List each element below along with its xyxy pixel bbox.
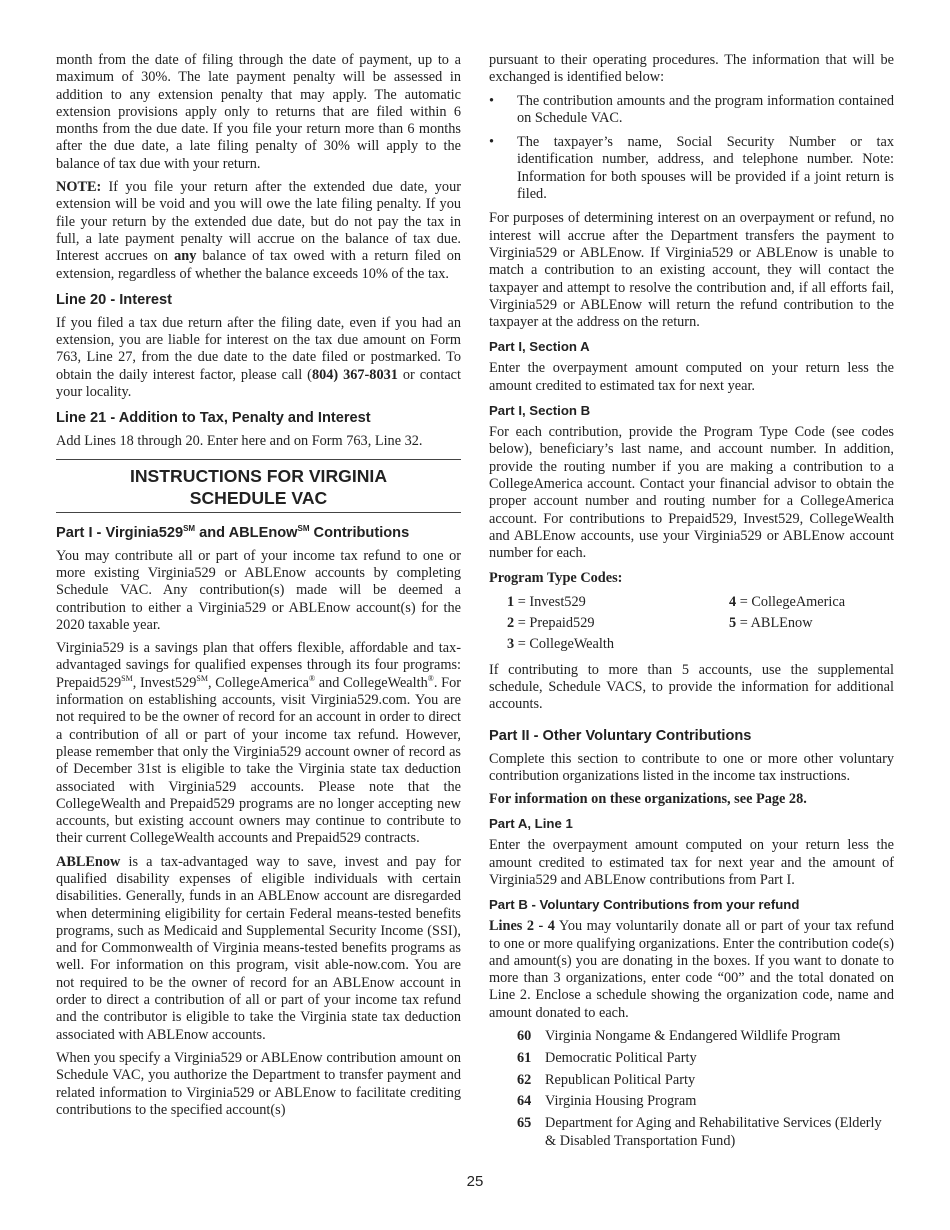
lines-2-4-paragraph: Lines 2 - 4 You may voluntarily donate all or part of your tax refund to one or more qualifying organizations. Enter the contribution code(s) and amount(s) you are donating in the boxes. If you want to donate to more than 3 organizations, enter code “00” and the total donated on Line 2. Enclose a schedule showing the organization code, name and amount donated to each. <box>489 918 894 1021</box>
note-label: NOTE: <box>56 179 102 196</box>
line21-paragraph: Add Lines 18 through 20. Enter here and on Form 763, Line 32. <box>56 433 423 450</box>
list-item: • The contribution amounts and the program information contained on Schedule VAC. <box>489 92 894 126</box>
program-code: 4 = CollegeAmerica <box>729 593 846 610</box>
part2-paragraph: Complete this section to contribute to one or more other voluntary contribution organizations listed in the income tax instructions. <box>489 750 894 784</box>
late-payment-paragraph: month from the date of filing through the date of payment, up to a maximum of 30%. The late payment penalty will be assessed in addition to any extension penalty that may apply. The automatic extension provisions apply only to returns that are filed within 6 months from the due date. If you file your return more than 6 months after the due date, a late filing penalty of 30% will apply to the balance of tax due with your return. <box>56 52 461 172</box>
list-item: 62 Republican Political Party <box>517 1071 696 1088</box>
program-code: 3 = CollegeWealth <box>507 636 614 653</box>
contribute-paragraph: You may contribute all or part of your income tax refund to one or more existing Virginia529 or ABLEnow accounts by completing Schedule VAC. Any contribution(s) made will be deemed a contribution to either a Virginia529 or ABLEnow account(s) for the 2020 taxable year. <box>56 547 461 633</box>
part1-heading: Part I - Virginia529℠ and ABLEnow℠ Contributions <box>56 523 410 541</box>
program-code: 1 = Invest529 <box>507 593 586 610</box>
bullet-icon: • <box>489 134 495 151</box>
list-item: 60 Virginia Nongame & Endangered Wildlife Program <box>517 1028 841 1045</box>
section-title: INSTRUCTIONS FOR VIRGINIA SCHEDULE VAC <box>56 459 461 513</box>
list-item: 65 Department for Aging and Rehabilitative Services (Elderly & Disabled Transportation Fund) <box>517 1115 882 1149</box>
section-b-heading: Part I, Section B <box>489 403 591 419</box>
part-a-heading: Part A, Line 1 <box>489 816 573 832</box>
line21-heading: Line 21 - Addition to Tax, Penalty and Interest <box>56 410 371 427</box>
bullet-icon: • <box>489 92 495 109</box>
left-column <box>56 52 461 1125</box>
line20-paragraph: If you filed a tax due return after the filing date, even if you had an extension, you are liable for interest on the tax due amount on Form 763, Line 27, from the due date to the date filed or postmarked. To obtain the daily interest factor, please call (804) 367-8031 or contact your locality. <box>56 314 461 401</box>
operating-procedures-paragraph: pursuant to their operating procedures. The information that will be exchanged is identified below: <box>489 52 894 86</box>
right-column <box>489 52 894 1154</box>
program-codes-heading: Program Type Codes: <box>489 570 623 587</box>
section-a-paragraph: Enter the overpayment amount computed on your return less the amount credited to estimated tax for next year. <box>489 360 894 394</box>
part2-info-paragraph: For information on these organizations, see Page 28. <box>489 791 807 808</box>
part2-heading: Part II - Other Voluntary Contributions <box>489 727 752 744</box>
part-a-paragraph: Enter the overpayment amount computed on your return less the amount credited to estimated tax for next year and the amount of Virginia529 and ABLEnow contributions from Part I. <box>489 837 894 888</box>
list-item: • The taxpayer’s name, Social Security Number or tax identification number, address, and telephone number. Note: Information for both spouses will be provided if a joint return is filed. <box>489 134 894 203</box>
list-item: 61 Democratic Political Party <box>517 1049 697 1066</box>
virginia529-paragraph: Virginia529 is a savings plan that offers flexible, affordable and tax-advantaged savings for qualified expenses through its four programs: Prepaid529℠, Invest529℠, CollegeAmerica® and CollegeWealth®. For information on establishing accounts, visit Virginia529.com. You are not required to be the owner of record for an account in order to direct a contribution of all or part of your income tax refund. However, please remember that only the Virginia529 account owner of record as of December 31st is eligible to take the Virginia state tax deduction associated with Virginia529 accounts. Please note that the CollegeWealth and Prepaid529 programs are no longer accepting new accounts, but existing account owners may continue to contribute to their current CollegeWealth accounts and Prepaid529 contracts. <box>56 640 461 847</box>
program-code: 2 = Prepaid529 <box>507 615 595 632</box>
section-b-paragraph: For each contribution, provide the Program Type Code (see codes below), beneficiary’s last name, and account number. In addition, provide the routing number if you are making a contribution to a CollegeAmerica account. Contact your financial advisor to obtain the proper account number and routing number for a CollegeAmerica account. For contributions to Prepaid529, Invest529, CollegeWealth and ABLEnow accounts, use your Virginia529 or ABLEnow account number for each. <box>489 424 894 562</box>
ablenow-paragraph: ABLEnow is a tax-advantaged way to save, invest and pay for qualified disability expenses of eligible individuals with certain disabilities. Generally, funds in an ABLEnow account are disregarded when determining eligibility for certain Federal means-tested benefits programs, such as Medicaid and Supplemental Security Income (SSI), and for Commonwealth of Virginia means-tested benefits programs as well. For information on this program, visit able-now.com. You are not required to be the owner of record for an ABLEnow account in order to direct a contribution of all or part of your income tax refund and the contributor is eligible to take the Virginia state tax deduction associated with ABLEnow accounts. <box>56 853 461 1043</box>
interest-paragraph: For purposes of determining interest on an overpayment or refund, no interest will accrue after the Department transfers the payment to Virginia529 or ABLEnow. If Virginia529 or ABLEnow is unable to match a contribution to an existing account, they will contact the taxpayer and attempt to resolve the contribution and, if all efforts fail, Virginia529 or ABLEnow will return the refund contribution to the taxpayer at the address on the return. <box>489 210 894 331</box>
part-b-heading: Part B - Voluntary Contributions from your refund <box>489 897 800 913</box>
phone-number: 804) 367-8031 <box>311 366 398 383</box>
program-codes-grid <box>507 594 894 654</box>
section-a-heading: Part I, Section A <box>489 339 590 355</box>
supplemental-paragraph: If contributing to more than 5 accounts, use the supplemental schedule, Schedule VACS, to provide the information for additional accounts. <box>489 661 894 713</box>
authorize-paragraph: When you specify a Virginia529 or ABLEnow contribution amount on Schedule VAC, you authorize the Department to transfer payment and related information to Virginia529 or ABLEnow to facilitate crediting contributions to the specified account(s) <box>56 1049 461 1118</box>
program-code: 5 = ABLEnow <box>729 615 813 632</box>
note-paragraph: NOTE: If you file your return after the extended due date, your extension will be void and you will owe the late filing penalty. If you file your return by the extended due date, but do not pay the tax in full, a late payment penalty will accrue on the balance of tax due. Interest accrues on any balance of tax owed with a return filed on extension, regardless of whether the balance exceeds 10% of the tax. <box>56 179 461 282</box>
organization-list <box>517 1028 894 1150</box>
line20-heading: Line 20 - Interest <box>56 291 172 308</box>
page-number: 25 <box>466 1173 484 1190</box>
exchanged-info-list <box>489 93 894 204</box>
list-item: 64 Virginia Housing Program <box>517 1093 697 1110</box>
